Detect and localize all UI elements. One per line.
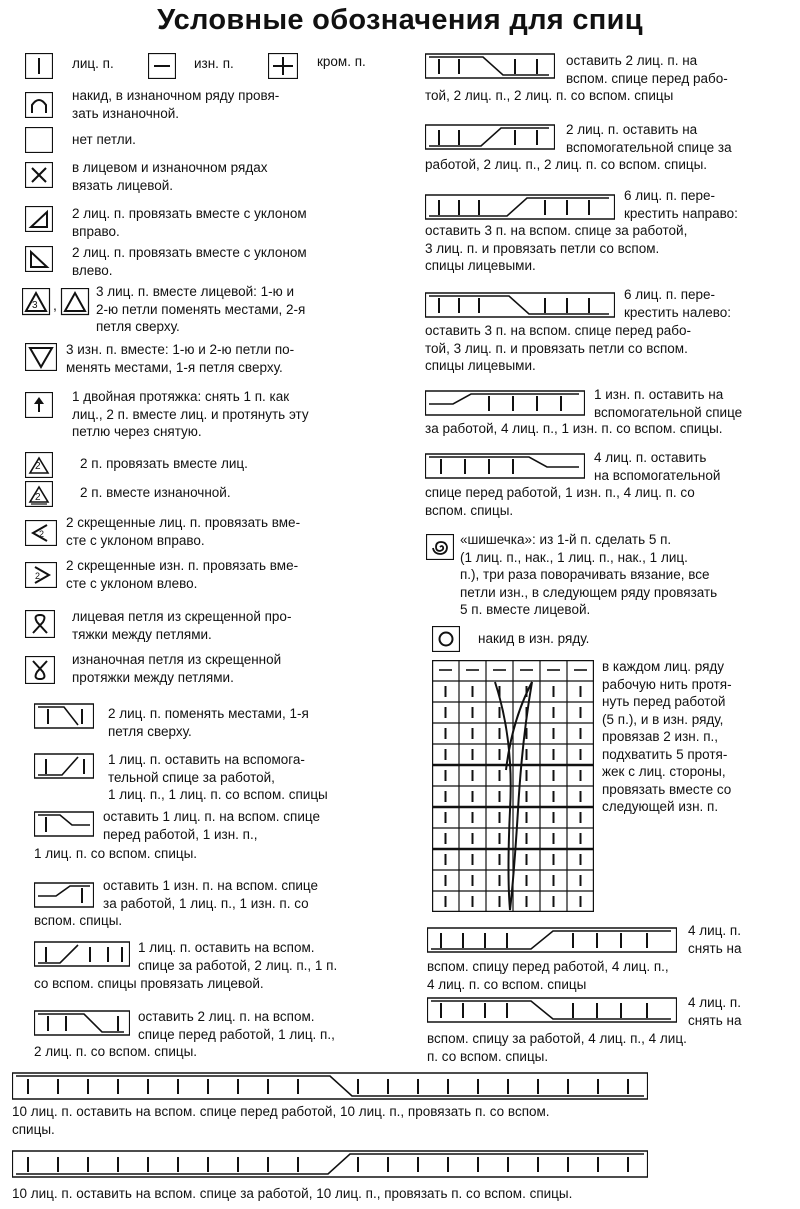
svg-text:2: 2 [35, 492, 41, 503]
make-one-purl-icon [25, 656, 55, 684]
cross-4-4-right-text-b: вспом. спицу за работой, 4 лиц. п., 4 лиц. п. со вспом. спицы. [427, 1031, 687, 1064]
svg-text:,: , [53, 297, 57, 313]
cross-2-2-left-icon [425, 53, 555, 79]
purl-stitch-icon [148, 53, 176, 79]
cross-10-10-left-text: 10 лиц. п. оставить на вспом. спице перед работой, 10 лиц. п., провязать п. со вспом. спицы. [12, 1104, 550, 1137]
k2tog-text: 2 п. провязать вместе лиц. [80, 456, 248, 471]
edge-stitch-icon [268, 53, 298, 79]
cross-1purl-4-right-text-a: 1 изн. п. оставить на вспомогательной спице [594, 387, 743, 420]
cross-4-4-left-text-a: 4 лиц. п. снять на [688, 923, 742, 956]
cross-2-2-left-text-a: оставить 2 лиц. п. на вспом. спице перед рабо- [566, 53, 728, 86]
p3tog-icon [25, 343, 57, 371]
cross-4-4-right-text-a: 4 лиц. п. снять на [688, 995, 742, 1028]
swap-two-text: 2 лиц. п. поменять местами, 1-я петля сверху. [108, 706, 309, 739]
k2tog-tbl-icon [25, 520, 57, 546]
svg-text:2: 2 [39, 529, 45, 539]
yarn-over-purl-text: накид в изн. ряду. [478, 631, 590, 646]
cross-2-1-left-text-b: 2 лиц. п. со вспом. спицы. [34, 1044, 198, 1059]
yarn-over-icon [25, 92, 53, 118]
make-one-knit-text: лицевая петля из скрещенной про- тяжки между петлями. [72, 609, 292, 642]
k2tog-icon [25, 452, 53, 478]
edge-label: кром. п. [317, 54, 366, 69]
cross-1-left-purl-text: оставить 1 лиц. п. на вспом. спице перед работой, 1 изн. п., [103, 809, 320, 842]
cross-1-right-text: 1 лиц. п. оставить на вспомога- тельной спице за работой, 1 лиц. п., 1 лиц. п. со вспом. спицы [108, 752, 328, 802]
cross-2-2-right-text-a: 2 лиц. п. оставить на вспомогательной спице за [566, 122, 732, 155]
bobble-icon [426, 534, 454, 560]
svg-text:3: 3 [32, 300, 38, 311]
k2tog-left-text: 2 лиц. п. провязать вместе с уклоном влево. [72, 245, 307, 278]
wrap-text: в каждом лиц. ряду рабочую нить протя- нуть перед работой (5 п.), и в изн. ряду, провязав 2 изн. п., подхватить 5 протя- жек с лиц. стороны, провязать вместе со следующей изн. п. [602, 659, 732, 814]
cross-4-1purl-left-text-b: спице перед работой, 1 изн. п., 4 лиц. п. со вспом. спицы. [425, 485, 695, 518]
k2tog-left-icon [25, 246, 53, 272]
wrap-stitch-chart [432, 660, 594, 912]
cross-1-2-right-text-b: со вспом. спицы провязать лицевой. [34, 976, 264, 991]
no-stitch-text: нет петли. [72, 132, 136, 147]
cross-3-3-right-icon [425, 194, 615, 220]
svg-text:2: 2 [35, 571, 41, 581]
cross-1-2-right-text: 1 лиц. п. оставить на вспом. спице за работой, 2 лиц. п., 1 п. [138, 940, 338, 973]
k3tog-text: 3 лиц. п. вместе лицевой: 1-ю и 2-ю петли поменять местами, 2-я петля сверху. [96, 284, 306, 334]
cross-2-2-right-icon [425, 124, 555, 150]
cross-2-2-left-text-b: той, 2 лиц. п., 2 лиц. п. со вспом. спицы [425, 88, 674, 103]
cross-2-2-right-text-b: работой, 2 лиц. п., 2 лиц. п. со вспом. спицы. [425, 157, 708, 172]
k2tog-right-text: 2 лиц. п. провязать вместе с уклоном вправо. [72, 206, 307, 239]
cross-1-left-purl-icon [34, 811, 94, 837]
cross-3-3-left-text-a: 6 лиц. п. пере- крестить налево: [624, 287, 731, 320]
cross-4-4-left-icon [427, 927, 677, 953]
make-one-knit-icon [25, 610, 55, 638]
make-one-purl-text: изнаночная петля из скрещенной протяжки между петлями. [72, 652, 282, 685]
cross-knit-text: в лицевом и изнаночном рядах вязать лицевой. [72, 160, 268, 193]
bobble-text: «шишечка»: из 1-й п. сделать 5 п. (1 лиц. п., нак., 1 лиц. п., нак., 1 лиц. п.), три раза поворачивать вязание, все петли изн., в следующем ряду провязать 5 п. вместе лицевой. [460, 532, 718, 617]
purl-label: изн. п. [194, 56, 234, 71]
cross-knit-icon [25, 162, 53, 188]
cross-1-left-purl-text-b: 1 лиц. п. со вспом. спицы. [34, 846, 198, 861]
cross-10-10-right-text: 10 лиц. п. оставить на вспом. спице за работой, 10 лиц. п., провязать п. со вспом. спицы. [12, 1186, 573, 1201]
p2tog-icon [25, 481, 53, 507]
k2tog-right-icon [25, 206, 53, 232]
cross-10-10-right-icon [12, 1150, 648, 1178]
cross-4-1purl-left-text-a: 4 лиц. п. оставить на вспомогательной [594, 450, 721, 483]
knit-label: лиц. п. [72, 56, 114, 71]
cross-3-3-left-text-b: оставить 3 п. на вспом. спице перед рабо- той, 3 лиц. п. и провязать петли со вспом. спицы лицевыми. [425, 323, 691, 373]
cross-1-right-purl-text-b: вспом. спицы. [34, 913, 123, 928]
cross-1purl-4-right-icon [425, 390, 585, 416]
yarn-over-text: накид, в изнаночном ряду провя- зать изнаночной. [72, 88, 280, 121]
swap-two-icon [34, 703, 94, 729]
cross-1-right-purl-icon [34, 882, 94, 908]
cross-2-1-left-text: оставить 2 лиц. п. на вспом. спице перед работой, 1 лиц. п., [138, 1009, 335, 1042]
p3tog-text: 3 изн. п. вместе: 1-ю и 2-ю петли по- менять местами, 1-я петля сверху. [66, 342, 295, 375]
svg-text:2: 2 [35, 461, 41, 472]
page-title: Условные обозначения для спиц [157, 4, 643, 36]
cross-3-3-right-text-b: оставить 3 п. на вспом. спице за работой, 3 лиц. п. и провязать петли со вспом. спицы лицевыми. [425, 223, 688, 273]
cross-4-4-left-text-b: вспом. спицу перед работой, 4 лиц. п., 4 лиц. п. со вспом. спицы [427, 959, 669, 992]
cross-4-1purl-left-icon [425, 453, 585, 479]
k3tog-icon [22, 288, 92, 316]
cross-2-1-left-icon [34, 1010, 130, 1036]
yarn-over-purl-icon [432, 626, 460, 652]
k2tog-tbl-text: 2 скрещенные лиц. п. провязать вме- сте с уклоном вправо. [66, 515, 301, 548]
p2tog-tbl-icon [25, 562, 57, 588]
double-decrease-icon [25, 392, 53, 418]
cross-1-right-icon [34, 753, 94, 779]
p2tog-text: 2 п. вместе изнаночной. [80, 485, 231, 500]
cross-10-10-left-icon [12, 1072, 648, 1100]
cross-1-right-purl-text: оставить 1 изн. п. на вспом. спице за работой, 1 лиц. п., 1 изн. п. со [103, 878, 319, 911]
knit-stitch-icon [25, 53, 53, 79]
cross-1-2-right-icon [34, 941, 130, 967]
cross-1purl-4-right-text-b: за работой, 4 лиц. п., 1 изн. п. со вспом. спицы. [425, 421, 723, 436]
p2tog-tbl-text: 2 скрещенные изн. п. провязать вме- сте с уклоном влево. [66, 558, 299, 591]
cross-4-4-right-icon [427, 997, 677, 1023]
double-decrease-text: 1 двойная протяжка: снять 1 п. как лиц., 2 п. вместе лиц. и протянуть эту петлю через снятую. [72, 389, 309, 439]
cross-3-3-right-text-a: 6 лиц. п. пере- крестить направо: [624, 188, 738, 221]
cross-3-3-left-icon [425, 292, 615, 318]
no-stitch-icon [25, 127, 53, 153]
